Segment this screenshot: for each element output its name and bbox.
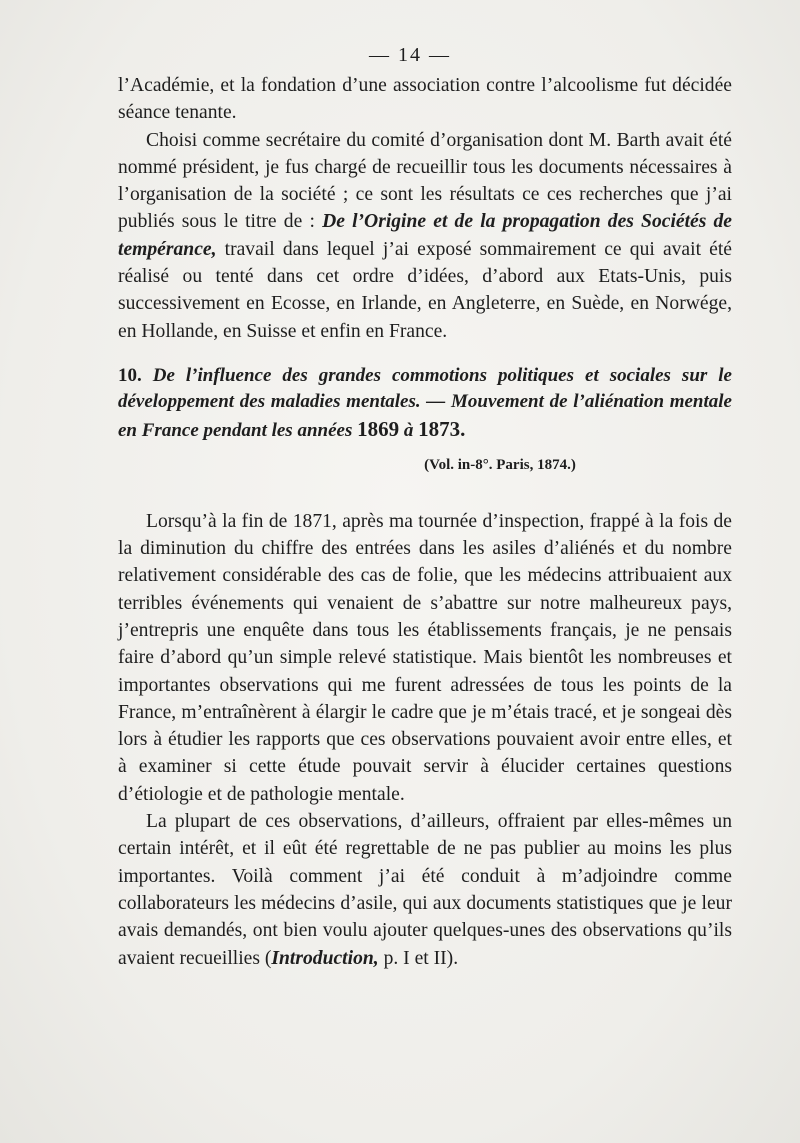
paragraph-academie: l’Académie, et la fondation d’une association contre l’alcoolisme fut décidée séance tenante. xyxy=(118,75,732,124)
paragraph-choisi-text-a: Choisi comme secrétaire du comité d’organisation dont M. Barth avait été nommé président, je fus chargé de recueillir tous les documents nécessaires à l’organisation de la société ; ce sont les résultats ce ces recherches que j’ai publiés sous le titre de : xyxy=(118,129,732,233)
paragraph-choisi xyxy=(118,127,732,345)
page-body xyxy=(118,72,732,972)
page-number: — 14 — xyxy=(369,44,451,66)
paragraph-lorsqu: Lorsqu’à la fin de 1871, après ma tournée d’inspection, frappé à la fois de la diminution du chiffre des entrées dans les asiles d’aliénés et du nombre relativement considérable des cas de folie, que les médecins attribuaient aux terribles événements qui venaient de s’abattre sur notre malheureux pays, j’entrepris une enquête dans tous les établissements français, je ne pensais faire d’abord qu’un simple relevé statistique. Mais bientôt les nombreuses et importantes observations qui me furent adressées de tous les points de la France, m’entraînèrent à élargir le cadre que je m’étais tracé, et je songeai dès lors à étudier les rapports que ces observations pouvaient avoir entre elles, et à examiner si cette étude pouvait servir à élucider certaines questions d’étiologie et de pathologie mentale. xyxy=(118,510,732,805)
entry-publication-info: (Vol. in-8°. Paris, 1874.) xyxy=(424,457,576,474)
paragraph-choisi-text-b: travail dans lequel j’ai exposé sommairement ce qui avait été réalisé ou tenté dans cet ordre d’idées, d’abord aux Etats-Unis, puis successivement en Ecosse, en Irlande, en Angleterre, en Suède, en Norwége, en Hollande, en Suisse et enfin en France. xyxy=(118,238,732,342)
temperance-book-title: De l’Origine et de la propagation des Sociétés de tempérance, xyxy=(118,211,733,260)
entry-title: De l’influence des grandes commotions politiques et sociales sur le développement des maladies mentales. — Mouvement de l’aliénation mentale en France pendant les années xyxy=(118,364,732,441)
paragraph-plupart-text-b: p. I et II). xyxy=(378,947,459,969)
entry-year-sep: à xyxy=(399,419,419,441)
bibliography-entry-10 xyxy=(118,363,732,445)
paragraph-plupart xyxy=(118,808,732,972)
entry-year-end: 1873. xyxy=(418,416,466,441)
introduction-reference: Introduction, xyxy=(271,947,379,969)
entry-number: 10. xyxy=(118,364,142,386)
entry-year-start: 1869 xyxy=(357,416,400,441)
paragraph-plupart-text-a: La plupart de ces observations, d’ailleurs, offraient par elles-mêmes un certain intérêt, et il eût été regrettable de ne pas publier au moins les plus importantes. Voilà comment j’ai été conduit à m’adjoindre comme collaborateurs les médecins d’asile, qui aux documents statistiques que je leur avais demandés, ont bien voulu ajouter quelques-unes des observations qu’ils avaient recueillies ( xyxy=(118,811,732,969)
